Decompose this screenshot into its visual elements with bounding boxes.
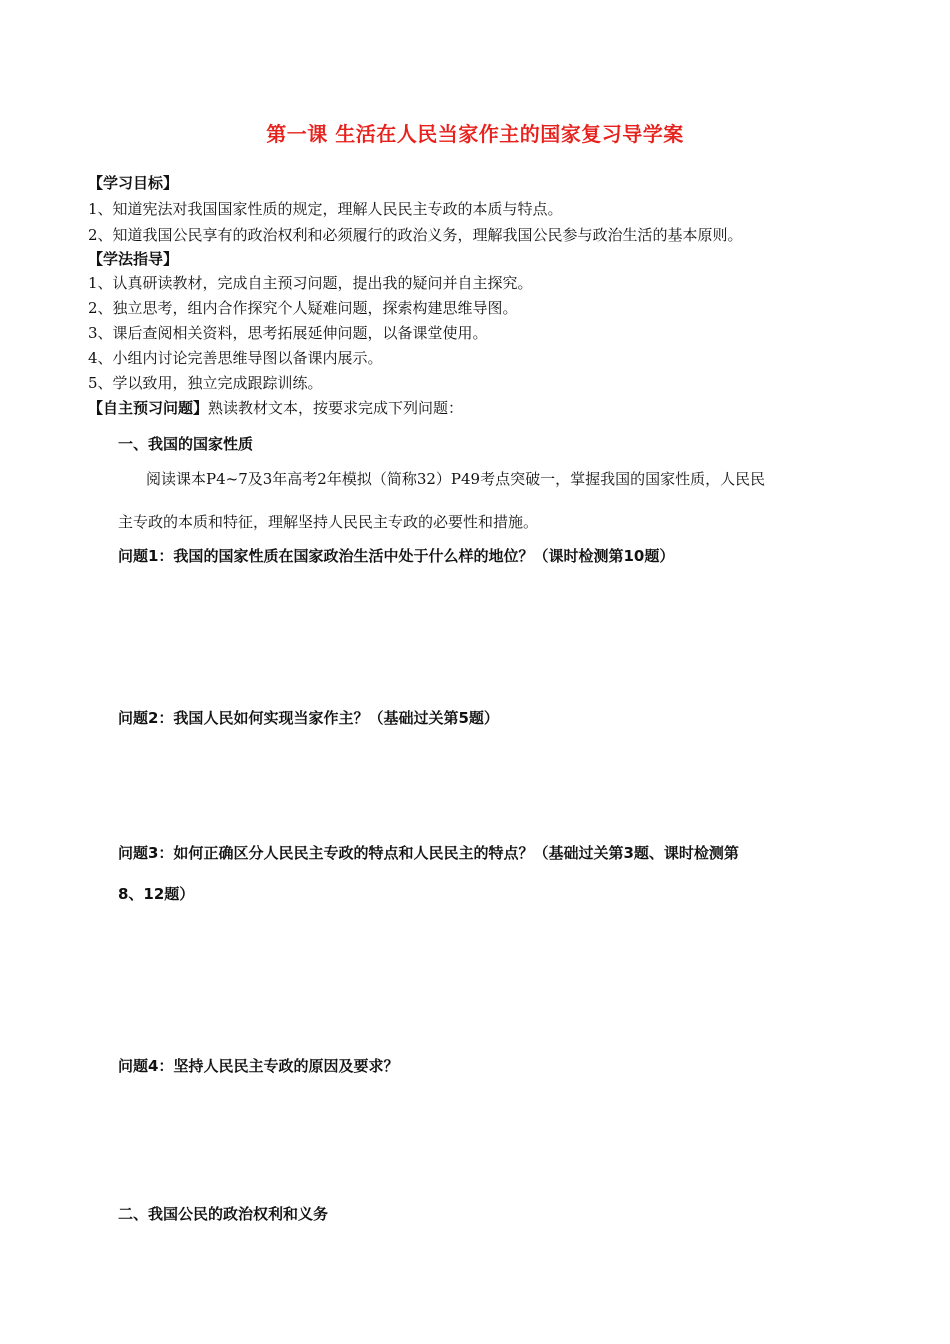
guide-item-3: 3、课后查阅相关资料，思考拓展延伸问题，以备课堂使用。 [88, 324, 488, 342]
section-1-paragraph-line-1: 阅读课本P4~7及3年高考2年模拟（简称32）P49考点突破一，掌握我国的国家性质，人民民 [146, 470, 766, 488]
goal-item-1: 1、知道宪法对我国国家性质的规定，理解人民民主专政的本质与特点。 [88, 200, 563, 218]
guide-item-1: 1、认真研读教材，完成自主预习问题，提出我的疑问并自主探究。 [88, 274, 533, 292]
section-2-heading: 二、我国公民的政治权利和义务 [118, 1205, 329, 1223]
guide-item-2: 2、独立思考，组内合作探究个人疑难问题，探索构建思维导图。 [88, 299, 518, 317]
goals-header: 【学习目标】 [88, 174, 179, 192]
preview-intro: 熟读教材文本，按要求完成下列问题： [208, 399, 464, 417]
question-2: 问题2：我国人民如何实现当家作主？（基础过关第5题） [118, 709, 499, 727]
section-1-paragraph-line-2: 主专政的本质和特征，理解坚持人民民主专政的必要性和措施。 [118, 513, 539, 531]
guide-header: 【学法指导】 [88, 250, 179, 268]
preview-line [88, 397, 463, 418]
guide-item-4: 4、小组内讨论完善思维导图以备课内展示。 [88, 349, 383, 367]
guide-item-5: 5、学以致用，独立完成跟踪训练。 [88, 374, 323, 392]
question-1: 问题1：我国的国家性质在国家政治生活中处于什么样的地位？（课时检测第10题） [118, 547, 675, 565]
goal-item-2: 2、知道我国公民享有的政治权利和必须履行的政治义务，理解我国公民参与政治生活的基本原则。 [88, 226, 743, 244]
page-title: 第一课 生活在人民当家作主的国家复习导学案 [266, 122, 684, 146]
section-1-heading: 一、我国的国家性质 [118, 435, 254, 453]
question-3-line-2: 8、12题） [118, 885, 195, 903]
question-3-line-1: 问题3：如何正确区分人民民主专政的特点和人民民主的特点？（基础过关第3题、课时检测第 [118, 844, 739, 862]
preview-header: 【自主预习问题】 [88, 399, 209, 417]
question-4: 问题4：坚持人民民主专政的原因及要求？ [118, 1057, 399, 1075]
